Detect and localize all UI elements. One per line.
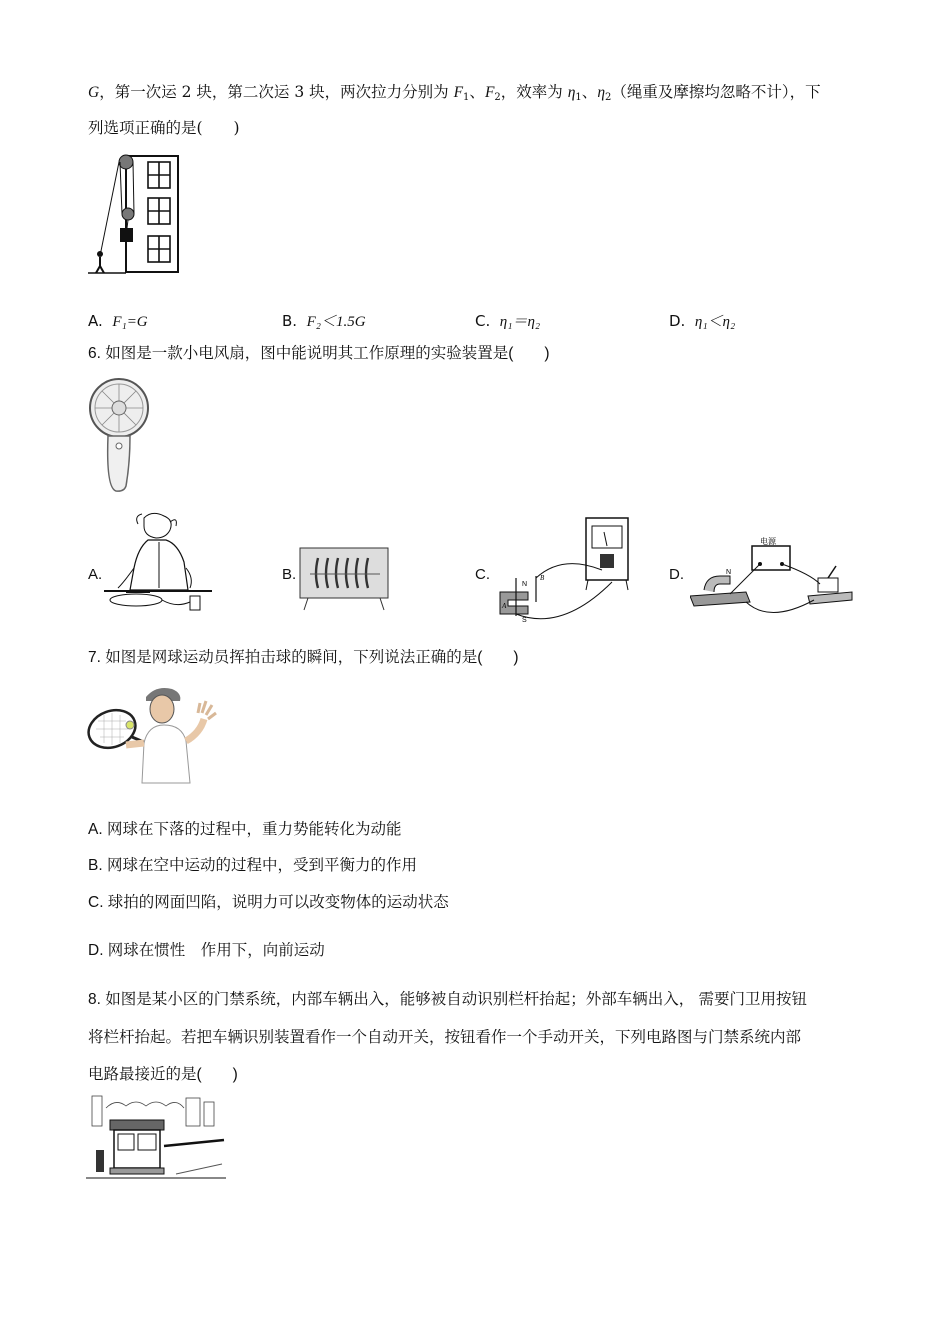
motor-experiment-figure (690, 534, 854, 626)
movable-pulley (122, 208, 134, 220)
q6-option-c[interactable]: C. (475, 566, 490, 583)
booth-roof (110, 1120, 164, 1130)
var-g: G (88, 84, 100, 101)
gate-booth-figure (86, 1094, 226, 1186)
q7-stem: 7. 如图是网球运动员挥拍击球的瞬间，下列说法正确的是( ) (88, 649, 519, 666)
barrier-post (96, 1150, 104, 1172)
q8-stem-line2: 将栏杆抬起。若把车辆识别装置看作一个自动开关，按钮看作一个手动开关，下列电路图与门禁系统内部 (88, 1029, 802, 1046)
fan-figure (86, 378, 152, 494)
option-label: A. (88, 312, 103, 330)
fixed-pulley (119, 155, 133, 169)
option-text: F₁=G (112, 314, 148, 330)
q6-stem: 6. 如图是一款小电风扇，图中能说明其工作原理的实验装置是( ) (88, 345, 550, 362)
label-power: 电源 (760, 537, 776, 546)
label-s: S (522, 617, 527, 624)
induction-experiment-figure (492, 514, 642, 624)
label-n: N (726, 569, 732, 576)
barrier-arm (164, 1140, 224, 1146)
q5-sep1: 、 (469, 83, 485, 101)
q5-option-d[interactable] (669, 311, 735, 332)
load-block (120, 228, 133, 242)
oersted-experiment-figure (104, 512, 212, 618)
q7-option-a[interactable]: A. 网球在下落的过程中，重力势能转化为动能 (88, 821, 402, 838)
option-text: η₁＜η₂ (694, 314, 736, 330)
var-f2: F (484, 84, 495, 101)
q5-text-c: （绳重及摩擦均忽略不计），下 (611, 83, 821, 101)
q5-option-b[interactable] (282, 311, 366, 332)
label-a: A (502, 602, 507, 610)
label-n: N (522, 581, 528, 588)
var-eta2: η (597, 84, 606, 101)
var-f1: F (453, 84, 464, 101)
q5-stem-line2: 列选项正确的是( ) (88, 119, 240, 137)
person-head (97, 251, 103, 257)
q5-option-a[interactable] (88, 311, 148, 332)
q8-stem-line3: 电路最接近的是( ) (88, 1066, 238, 1083)
q7-option-c[interactable]: C. 球拍的网面凹陷，说明力可以改变物体的运动状态 (88, 894, 449, 911)
q5-option-c[interactable] (475, 311, 540, 332)
tennis-ball (126, 721, 134, 729)
q5-sep2: 、 (581, 83, 598, 101)
q5-text-b: ，效率为 (500, 83, 568, 101)
option-label: B. (282, 312, 298, 330)
var-eta1: η (567, 84, 576, 101)
pulley-building-figure (88, 148, 188, 278)
option-text: η₁＝η₂ (499, 314, 541, 330)
q8-stem-line1: 8. 如图是某小区的门禁系统，内部车辆出入，能够被自动识别栏杆抬起；外部车辆出入， 需要门卫用按钮 (88, 991, 808, 1008)
option-text: F₂＜1.5G (306, 314, 366, 330)
tennis-player-figure (86, 683, 222, 785)
label-b: B (540, 574, 545, 582)
q6-option-a[interactable]: A. (88, 566, 103, 583)
option-label: D. (669, 312, 686, 330)
solenoid-figure (296, 544, 392, 612)
q6-option-b[interactable]: B. (282, 566, 297, 583)
q7-option-b[interactable]: B. 网球在空中运动的过程中，受到平衡力的作用 (88, 857, 417, 874)
q7-option-d[interactable]: D. 网球在惯性 作用下，向前运动 (88, 942, 325, 959)
option-label: C. (475, 312, 491, 330)
q6-option-d[interactable]: D. (669, 566, 684, 583)
q5-text-a: ，第一次运 2 块，第二次运 3 块，两次拉力分别为 (99, 83, 454, 101)
q5-stem-line1: G，第一次运 2 块，第二次运 3 块，两次拉力分别为 $F_1$、$F_2$，效率为 $\eta_1$、$\eta_2$（绳重及摩擦均忽略不计），下 (88, 83, 821, 103)
